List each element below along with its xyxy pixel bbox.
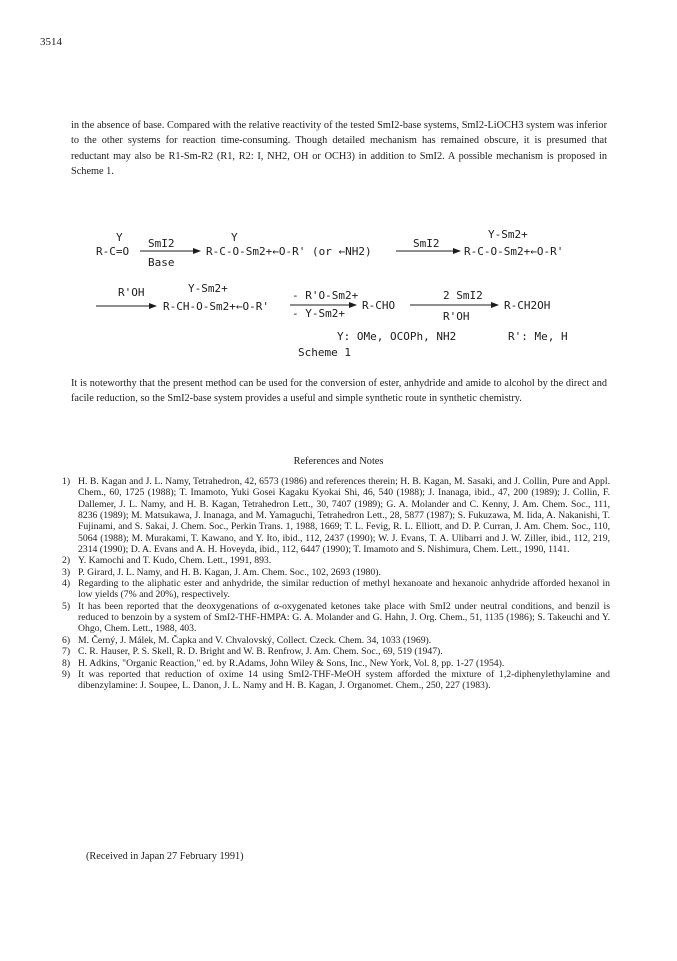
received-date: (Received in Japan 27 February 1991) bbox=[86, 851, 244, 862]
scheme-base: Base bbox=[148, 256, 175, 269]
reference-item bbox=[62, 646, 610, 657]
reference-text: It was reported that reduction of oxime 14 using SmI2-THF-MeOH system afforded the mixture of 1,2-diphenylethylamine and dibenzylamine: J. Soupee, L. Danon, J. L. Namy and H. B. Kagan, J. Organomet. Chem., 250, 227 (1983). bbox=[78, 668, 610, 692]
reference-text: P. Girard, J. L. Namy, and H. B. Kagan, J. Am. Chem. Soc., 102, 2693 (1980). bbox=[78, 566, 381, 578]
reference-number: 5) bbox=[62, 600, 71, 612]
paragraph-conclusion: It is noteworthy that the present method can be used for the conversion of ester, anhydride and amide to alcohol by the direct and facile reduction, so the SmI2-base system provides a useful and simple synthetic route in synthetic chemistry. bbox=[71, 378, 607, 405]
reference-number: 2) bbox=[62, 555, 71, 567]
scheme-caption: Scheme 1 bbox=[298, 346, 351, 359]
reference-text: H. Adkins, "Organic Reaction," ed. by R.Adams, John Wiley & Sons, Inc., New York, Vol. 8, pp. 1-27 (1954). bbox=[78, 657, 505, 669]
references-list bbox=[62, 476, 610, 692]
reference-number: 6) bbox=[62, 634, 71, 646]
reference-number: 9) bbox=[62, 668, 71, 680]
reference-text: It has been reported that the deoxygenations of α-oxygenated ketones take place with SmI2 under neutral conditions, and benzil is reduced to benzoin by a system of SmI2-THF-HMPA: G. A. Molander and G. Hahn, J. Org. Chem., 51, 1135 (1986); S. Takeuchi and Y. Ohgo, Chem. Lett., 1988, 403. bbox=[78, 600, 610, 635]
reference-item bbox=[62, 567, 610, 578]
reference-number: 1) bbox=[62, 476, 71, 487]
scheme-intermediate2-top: Y-Sm2+ bbox=[488, 228, 528, 241]
reference-item bbox=[62, 669, 610, 692]
reference-text: M. Černý, J. Málek, M. Čapka and V. Chvalovský, Collect. Czeck. Chem. 34, 1033 (1969). bbox=[78, 634, 432, 646]
reference-text: H. B. Kagan and J. L. Namy, Tetrahedron, 42, 6573 (1986) and references therein; H. B. Kagan, M. Sasaki, and J. Collin, Pure and Appl. Chem., 60, 1725 (1988); T. Imamoto, Yuki Gosei Kagaku Kyokai Shi, 46, 540 (1988); J. Inanaga, ibid., 47, 200 (1989); J. Collin, F. Dallemer, J. L. Namy, and H. B. Kagan, Tetrahedron Lett., 30, 7407 (1989); G. A. Molander and C. Kenny, J. Am. Chem. Soc., 111, 8236 (1989); M. Matsukawa, J. Inanaga, and M. Yamaguchi, Tetrahedron Lett., 28, 5877 (1987); S. Fukuzawa, M. Iida, A. Nakanishi, T. Fujinami, and S. Sakai, J. Chem. Soc., Perkin Trans. 1, 1988, 1669; T. L. Fevig, R. L. Elliott, and D. P. Curran, J. Am. Chem. Soc., 110, 5064 (1988); M. Murakami, T. Kawano, and Y. Ito, ibid., 112, 2437 (1990); W. J. Evans, T. A. Ulibarri and J. W. Ziller, ibid., 112, 219, 2314 (1990); D. A. Evans and A. H. Hoveyda, ibid., 112, 6447 (1990); T. Imamoto and S. Nishimura, Chem. Lett., 1990, 1141. bbox=[78, 476, 610, 556]
references-title: References and Notes bbox=[293, 456, 384, 467]
scheme-start: R-C=O bbox=[96, 245, 130, 258]
scheme-elim1: - R'O-Sm2+ bbox=[292, 289, 359, 302]
scheme-elim2: - Y-Sm2+ bbox=[292, 307, 345, 320]
scheme-y-1: Y bbox=[116, 231, 123, 244]
reference-number: 7) bbox=[62, 646, 71, 658]
reference-item bbox=[62, 476, 610, 555]
scheme-roh-below: R'OH bbox=[443, 310, 470, 323]
reference-item bbox=[62, 635, 610, 646]
scheme-1 bbox=[90, 228, 610, 359]
reference-item bbox=[62, 658, 610, 669]
scheme-roh: R'OH bbox=[118, 286, 145, 299]
scheme-product: R-CH2OH bbox=[504, 299, 551, 312]
reference-number: 4) bbox=[62, 578, 71, 590]
scheme-legend-r: R': Me, H bbox=[508, 330, 568, 343]
reference-text: C. R. Hauser, P. S. Skell, R. D. Bright and W. B. Renfrow, J. Am. Chem. Soc., 69, 519 (1947). bbox=[78, 646, 443, 658]
paragraph-mechanism: in the absence of base. Compared with the relative reactivity of the tested SmI2-base systems, SmI2-LiOCH3 system was inferior to the other systems for reaction time-consuming. Though detailed mechanism has remained obscure, it is presumed that reductant may also be R1-Sm-R2 (R1, R2: I, NH2, OH or OCH3) in addition to SmI2. A possible mechanism is proposed in Scheme 1. bbox=[71, 120, 607, 177]
scheme-intermediate2: R-C-O-Sm2+←O-R' bbox=[464, 245, 564, 258]
scheme-intermediate3: R-CH-O-Sm2+←O-R' bbox=[163, 300, 269, 313]
reference-number: 8) bbox=[62, 657, 71, 669]
scheme-reagent2: SmI2 bbox=[413, 237, 440, 250]
reference-item bbox=[62, 578, 610, 601]
scheme-legend-y: Y: OMe, OCOPh, NH2 bbox=[337, 330, 457, 343]
scheme-y-2: Y bbox=[231, 231, 238, 244]
scheme-aldehyde: R-CHO bbox=[362, 299, 396, 312]
reference-text: Y. Kamochi and T. Kudo, Chem. Lett., 1991, 893. bbox=[78, 555, 272, 567]
scheme-drawing bbox=[90, 228, 610, 359]
scheme-reagent3: 2 SmI2 bbox=[443, 289, 483, 302]
scheme-intermediate1: R-C-O-Sm2+←O-R' (or ←NH2) bbox=[206, 245, 372, 258]
scheme-intermediate3-top: Y-Sm2+ bbox=[188, 282, 228, 295]
page-number: 3514 bbox=[40, 36, 62, 48]
reference-item bbox=[62, 555, 610, 566]
reference-item bbox=[62, 601, 610, 635]
reference-text: Regarding to the aliphatic ester and anhydride, the similar reduction of methyl hexanoate and hexanoic anhydride afforded hexanol in low yields (7% and 20%), respectively. bbox=[78, 578, 610, 601]
scheme-reagent1: SmI2 bbox=[148, 237, 175, 250]
reference-number: 3) bbox=[62, 566, 71, 578]
